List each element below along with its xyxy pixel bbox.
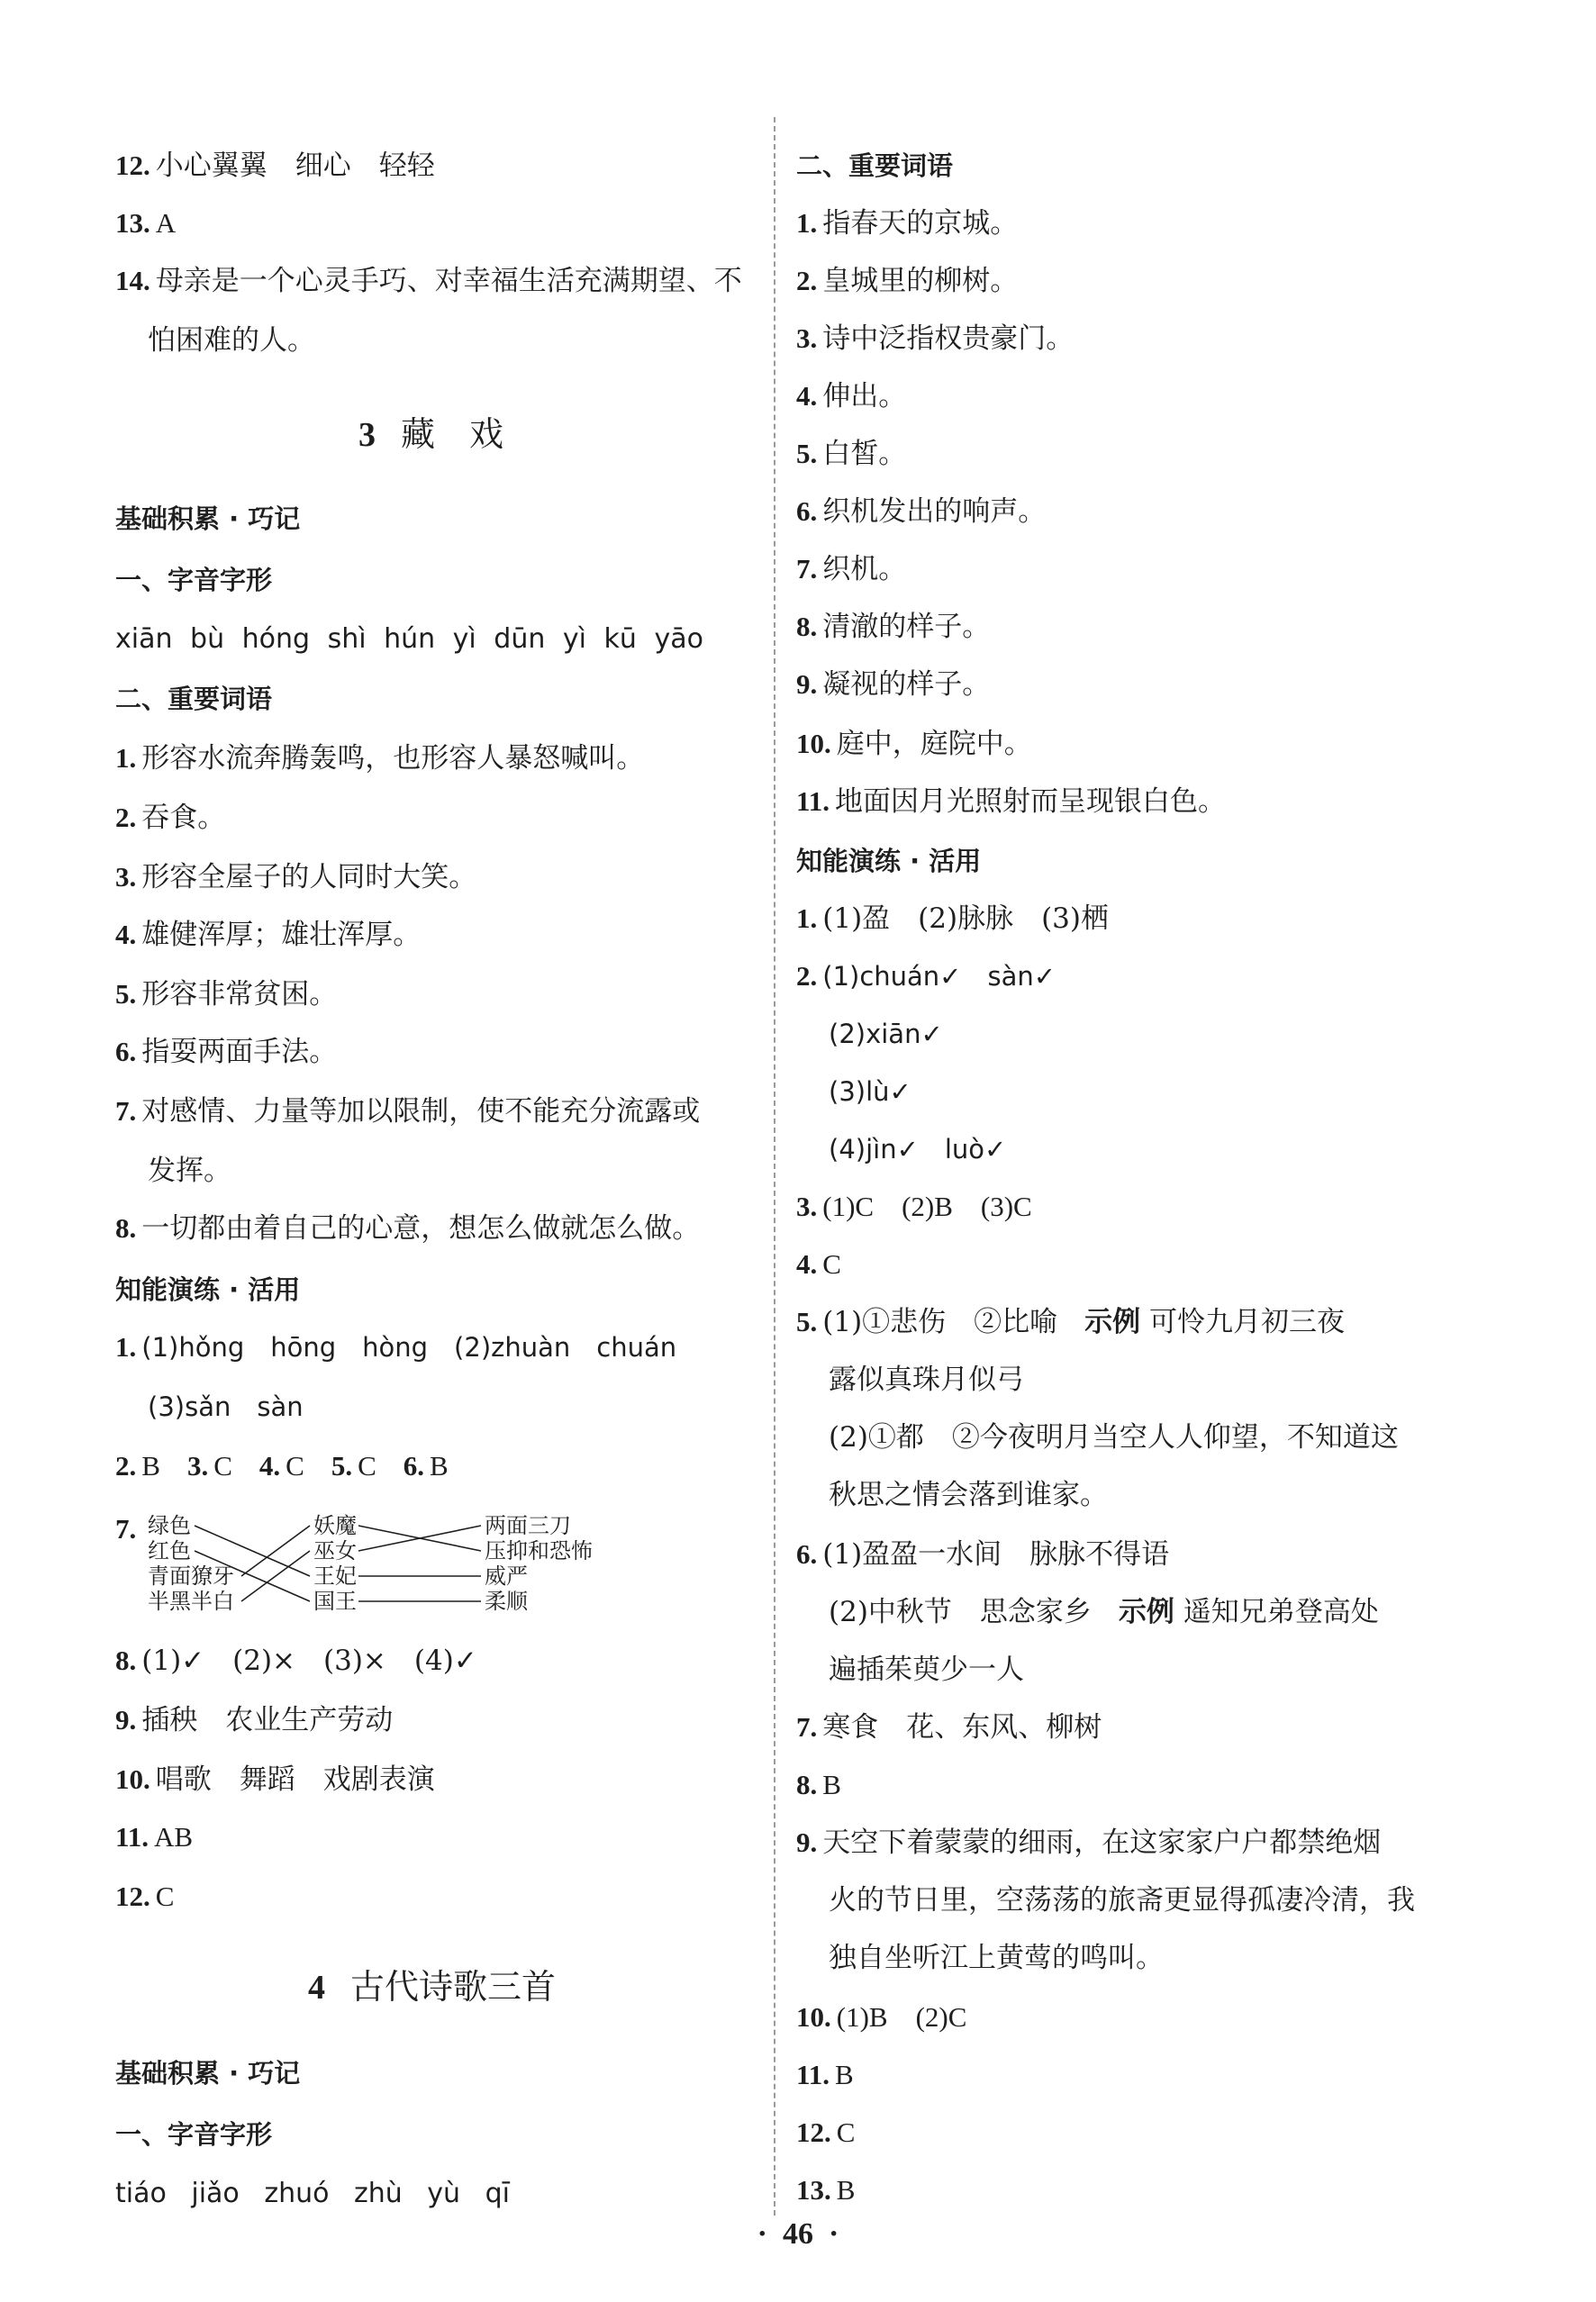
cihui-7: 7. 对感情、力量等加以限制，使不能充分流露或 — [115, 1095, 701, 1128]
r-section-cihui: 二、重要词语 — [796, 150, 954, 181]
r-cihui-1: 1. 指春天的京城。 — [796, 207, 1019, 240]
m-c3-3: 柔顺 — [485, 1589, 528, 1614]
matching-svg — [115, 1511, 620, 1614]
lesson-3-title: 3 藏 戏 — [358, 414, 504, 454]
page-number: · 46 · — [757, 2217, 839, 2251]
m-c1-0: 绿色 — [148, 1513, 191, 1538]
r-cihui-10: 10. 庭中，庭院中。 — [796, 728, 1032, 760]
right-column — [796, 0, 1463, 2252]
m-c3-1: 压抑和恐怖 — [485, 1538, 593, 1563]
r-zhineng-4: 4. C — [796, 1248, 841, 1280]
r-cihui-6: 6. 织机发出的响声。 — [796, 495, 1047, 528]
answer-14: 14. 母亲是一个心灵手巧、对幸福生活充满期望、不 — [115, 265, 742, 297]
zhineng-2-6: 2. B 3. C 4. C 5. C 6. B — [115, 1450, 449, 1482]
r-zhineng-5d: 秋思之情会落到谁家。 — [829, 1479, 1108, 1511]
zhineng-10: 10. 唱歌 舞蹈 戏剧表演 — [115, 1763, 435, 1796]
r-cihui-4: 4. 伸出。 — [796, 380, 907, 412]
r-cihui-3: 3. 诗中泛指权贵豪门。 — [796, 322, 1075, 355]
r-cihui-8: 8. 清澈的样子。 — [796, 611, 991, 643]
r-zhineng-12: 12. C — [796, 2116, 856, 2148]
m-c1-1: 红色 — [148, 1538, 191, 1563]
cihui-6: 6. 指耍两面手法。 — [115, 1036, 338, 1068]
r-zhineng-5c: (2)①都 ②今夜明月当空人人仰望，不知道这 — [829, 1421, 1399, 1454]
cihui-3: 3. 形容全屋子的人同时大笑。 — [115, 861, 477, 893]
r-zhineng-10: 10. (1)B (2)C — [796, 2001, 967, 2033]
r-cihui-9: 9. 凝视的样子。 — [796, 668, 991, 701]
section-cihui: 二、重要词语 — [115, 684, 273, 714]
zhineng-12: 12. C — [115, 1881, 175, 1912]
answer-12: 12. 小心翼翼 细心 轻轻 — [115, 150, 435, 182]
m-c3-0: 两面三刀 — [485, 1513, 571, 1538]
r-zhineng-9b: 火的节日里，空荡荡的旅斋更显得孤凄冷清，我 — [829, 1884, 1415, 1917]
cihui-4: 4. 雄健浑厚；雄壮浑厚。 — [115, 919, 422, 951]
m-c2-0: 妖魔 — [313, 1513, 357, 1538]
section-jichu: 基础积累 · 巧记 — [115, 503, 301, 534]
pinyin-row-4: tiáo jiǎo zhuó zhù yù qī — [115, 2178, 510, 2209]
zhineng-9: 9. 插秧 农业生产劳动 — [115, 1704, 394, 1736]
r-zhineng-6c: 遍插茱萸少一人 — [829, 1654, 1024, 1686]
cihui-2: 2. 吞食。 — [115, 802, 226, 834]
m-c2-3: 国王 — [313, 1589, 357, 1614]
r-zhineng-13: 13. B — [796, 2174, 856, 2206]
r-cihui-11: 11. 地面因月光照射而呈现银白色。 — [796, 785, 1227, 818]
m-c1-3: 半黑半白 — [148, 1589, 234, 1614]
r-section-zhineng: 知能演练 · 活用 — [796, 846, 982, 876]
lesson-4-title: 4 古代诗歌三首 — [308, 1967, 557, 2007]
zhineng-1-cont: (3)sǎn sàn — [148, 1391, 304, 1422]
r-cihui-5: 5. 白皙。 — [796, 438, 907, 470]
m-c3-2: 威严 — [485, 1563, 528, 1589]
cihui-7-cont: 发挥。 — [148, 1155, 231, 1187]
column-divider — [774, 117, 775, 2216]
r-zhineng-11: 11. B — [796, 2059, 854, 2090]
r-zhineng-6: 6. (1)盈盈一水间 脉脉不得语 — [796, 1538, 1170, 1571]
section-jichu-4: 基础积累 · 巧记 — [115, 2058, 301, 2089]
zhineng-11: 11. AB — [115, 1821, 194, 1853]
cihui-5: 5. 形容非常贫困。 — [115, 978, 338, 1011]
r-zhineng-5: 5. (1)①悲伤 ②比喻 示例 可怜九月初三夜 — [796, 1306, 1346, 1338]
zhineng-8: 8. (1)✓ (2)× (3)× (4)✓ — [115, 1645, 477, 1677]
section-ziyin: 一、字音字形 — [115, 565, 273, 595]
r-cihui-7: 7. 织机。 — [796, 553, 907, 585]
r-zhineng-9: 9. 天空下着蒙蒙的细雨，在这家家户户都禁绝烟 — [796, 1826, 1382, 1859]
section-zhineng: 知能演练 · 活用 — [115, 1274, 301, 1305]
r-zhineng-3: 3. (1)C (2)B (3)C — [796, 1191, 1032, 1222]
answer-13: 13. A — [115, 207, 177, 239]
r-zhineng-7: 7. 寒食 花、东风、柳树 — [796, 1711, 1102, 1744]
r-zhineng-2d: (4)jìn✓ luò✓ — [829, 1134, 1007, 1165]
r-zhineng-2b: (2)xiān✓ — [829, 1019, 943, 1049]
r-zhineng-2c: (3)lù✓ — [829, 1076, 911, 1107]
r-cihui-2: 2. 皇城里的柳树。 — [796, 265, 1019, 297]
r-zhineng-5b: 露似真珠月似弓 — [829, 1364, 1024, 1396]
m-c2-1: 巫女 — [313, 1538, 357, 1563]
m-c1-2: 青面獠牙 — [148, 1563, 234, 1589]
pinyin-row: xiān bù hóng shì hún yì dūn yì kū yāo — [115, 623, 703, 655]
cihui-1: 1. 形容水流奔腾轰鸣，也形容人暴怒喊叫。 — [115, 742, 645, 775]
cihui-8: 8. 一切都由着自己的心意，想怎么做就怎么做。 — [115, 1212, 701, 1245]
r-zhineng-2: 2. (1)chuán✓ sàn✓ — [796, 960, 1056, 992]
left-column: 12. 小心翼翼 细心 轻轻 13. A 14. 母亲是一个心灵手巧、对幸福生活充满期望、不 怕困难的人。 3 藏 戏 基础积累 · 巧记 一、字音字形 xiān bù hóng shì hún yì dūn yì kū yāo 二、重要词语 1. 形容水流奔腾轰鸣，也形容人暴怒喊叫。 2. 吞食。 3. 形容全屋子的人同时大笑。 4. 雄健浑厚；雄壮浑厚。 5. 形容非常贫困。 6. 指耍两面手法。 7. 对感情、力量等加以限制，使不能充分流露或 发挥。 8. 一切都由着自己的心意，想怎么做就怎么做。 知能演练 · 活用 1. (1)hǒng hōng hòng (2)zhuàn chuán (3)sǎn sàn 2. B 3. C 4. C 5. C 6. B 7. 绿色 红色 青面獠牙 半黑半白 妖魔 巫女 王妃 国王 两面三刀 压抑和恐怖 威严 柔顺 8. (1)✓ (2)× (3)× (4)✓ 9. 插秧 农业生产劳动 10. 唱歌 舞蹈 戏剧表演 11. AB 12. C 4 古代诗歌三首 基础积累 · 巧记 一、字音字形 tiáo jiǎo zhuó zhù yù qī — [115, 0, 764, 2252]
zhineng-1: 1. (1)hǒng hōng hòng (2)zhuàn chuán — [115, 1331, 677, 1363]
r-zhineng-9c: 独自坐听江上黄莺的鸣叫。 — [829, 1942, 1164, 1974]
m-c2-2: 王妃 — [313, 1563, 357, 1589]
section-ziyin-4: 一、字音字形 — [115, 2119, 273, 2150]
answer-14-cont: 怕困难的人。 — [148, 324, 315, 357]
r-zhineng-8: 8. B — [796, 1769, 841, 1800]
r-zhineng-6b: (2)中秋节 思念家乡 示例 遥知兄弟登高处 — [829, 1596, 1379, 1628]
r-zhineng-1: 1. (1)盈 (2)脉脉 (3)栖 — [796, 902, 1109, 935]
